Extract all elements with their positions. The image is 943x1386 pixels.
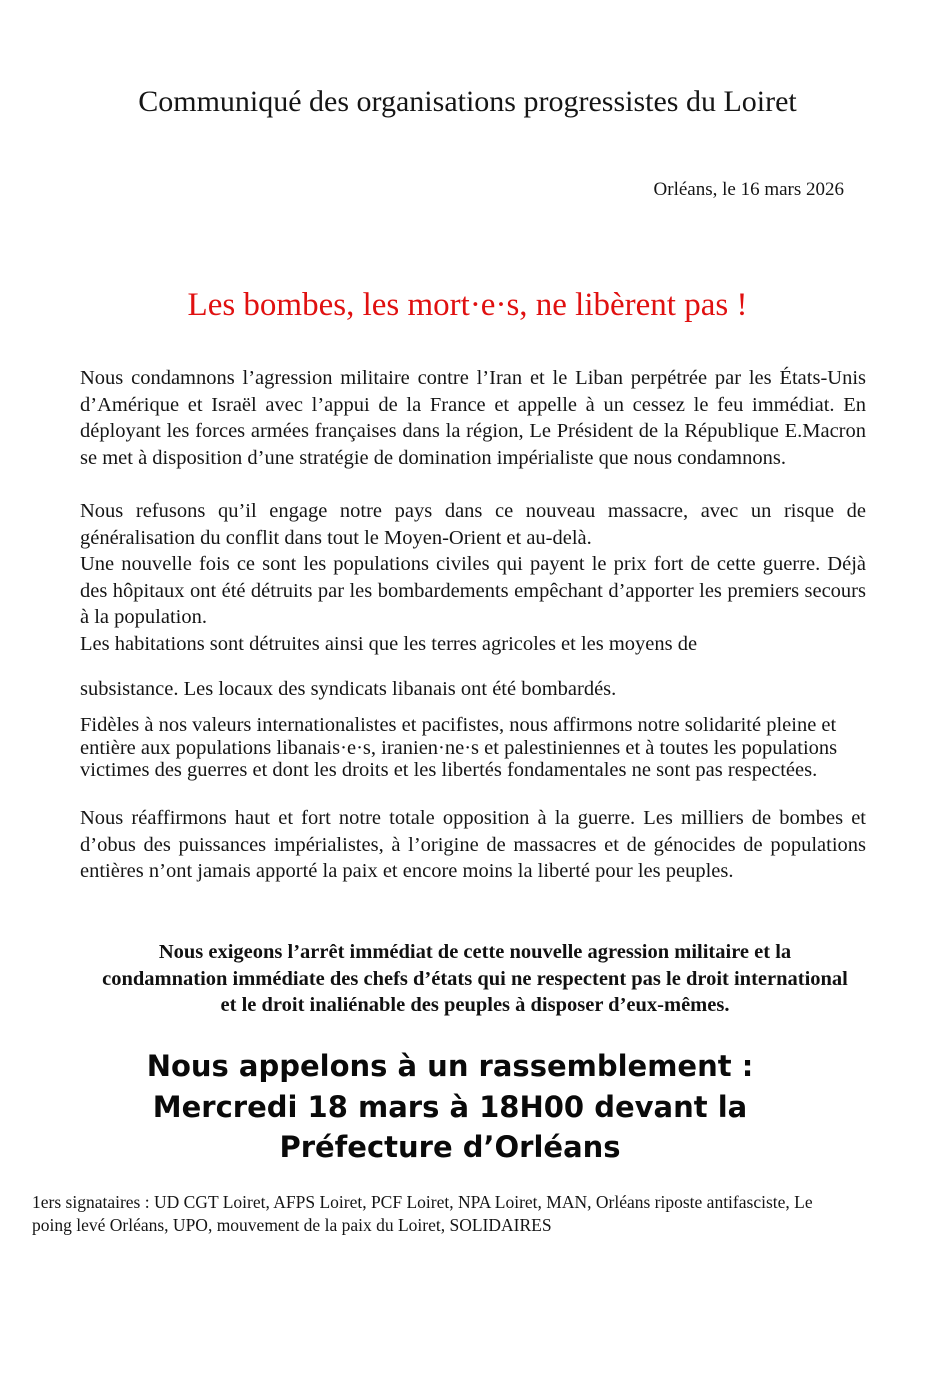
signatories-list: 1ers signataires : UD CGT Loiret, AFPS Loiret, PCF Loiret, NPA Loiret, MAN, Orléans riposte antifasciste, Le poing levé Orléans, UPO, mouvement de la paix du Loiret, SOLIDAIRES — [32, 1192, 813, 1235]
paragraph-refusal: Nous refusons qu’il engage notre pays dans ce nouveau massacre, avec un risque de généralisation du conflit dans tout le Moyen-Orient et au-delà. — [80, 500, 866, 549]
call-to-action-line1: Nous appelons à un rassemblement : — [146, 1049, 754, 1083]
call-to-action-line3: Préfecture d’Orléans — [279, 1130, 621, 1164]
document-title: Communiqué des organisations progressistes du Loiret — [138, 85, 797, 118]
headline: Les bombes, les mort·e·s, ne libèrent pas ! — [187, 287, 748, 323]
paragraph-opposition: Nous réaffirmons haut et fort notre totale opposition à la guerre. Les milliers de bombes et d’obus des puissances impérialistes, à l’origine de massacres et de génocides de populations entières n’ont jamais apporté la paix et encore moins la liberté pour les peuples. — [80, 807, 866, 882]
paragraph-civilians: Une nouvelle fois ce sont les populations civiles qui payent le prix fort de cette guerre. Déjà des hôpitaux ont été détruits par les bombardements empêchant d’apporter les premiers secours à la population. — [80, 553, 866, 628]
date-location: Orléans, le 16 mars 2026 — [653, 179, 844, 200]
paragraph-destruction-line2: subsistance. Les locaux des syndicats libanais ont été bombardés. — [80, 678, 617, 700]
call-to-action-line2: Mercredi 18 mars à 18H00 devant la — [152, 1089, 748, 1124]
paragraph-destruction-line1: Les habitations sont détruites ainsi que les terres agricoles et les moyens de — [80, 633, 698, 655]
paragraph-solidarity: Fidèles à nos valeurs internationalistes et pacifistes, nous affirmons notre solidarité pleine et entière aux populations libanais·e·s, iranien·ne·s et palestiniennes et à toutes les populations victimes des guerres et dont les droits et les libertés fondamentales ne sont pas respectées. — [80, 714, 838, 781]
call-to-action — [100, 1046, 800, 1168]
demand-statement: Nous exigeons l’arrêt immédiat de cette nouvelle agression militaire et la condamnation immédiate des chefs d’états qui ne respectent pas le droit international et le droit inaliénable des peuples à disposer d’eux-mêmes. — [102, 941, 848, 1016]
paragraph-condemnation: Nous condamnons l’agression militaire contre l’Iran et le Liban perpétrée par les États-Unis d’Amérique et Israël avec l’appui de la France et appelle à un cessez le feu immédiat. En déployant les forces armées françaises dans la région, Le Président de la République E.Macron se met à disposition d’une stratégie de domination impérialiste que nous condamnons. — [80, 367, 866, 469]
